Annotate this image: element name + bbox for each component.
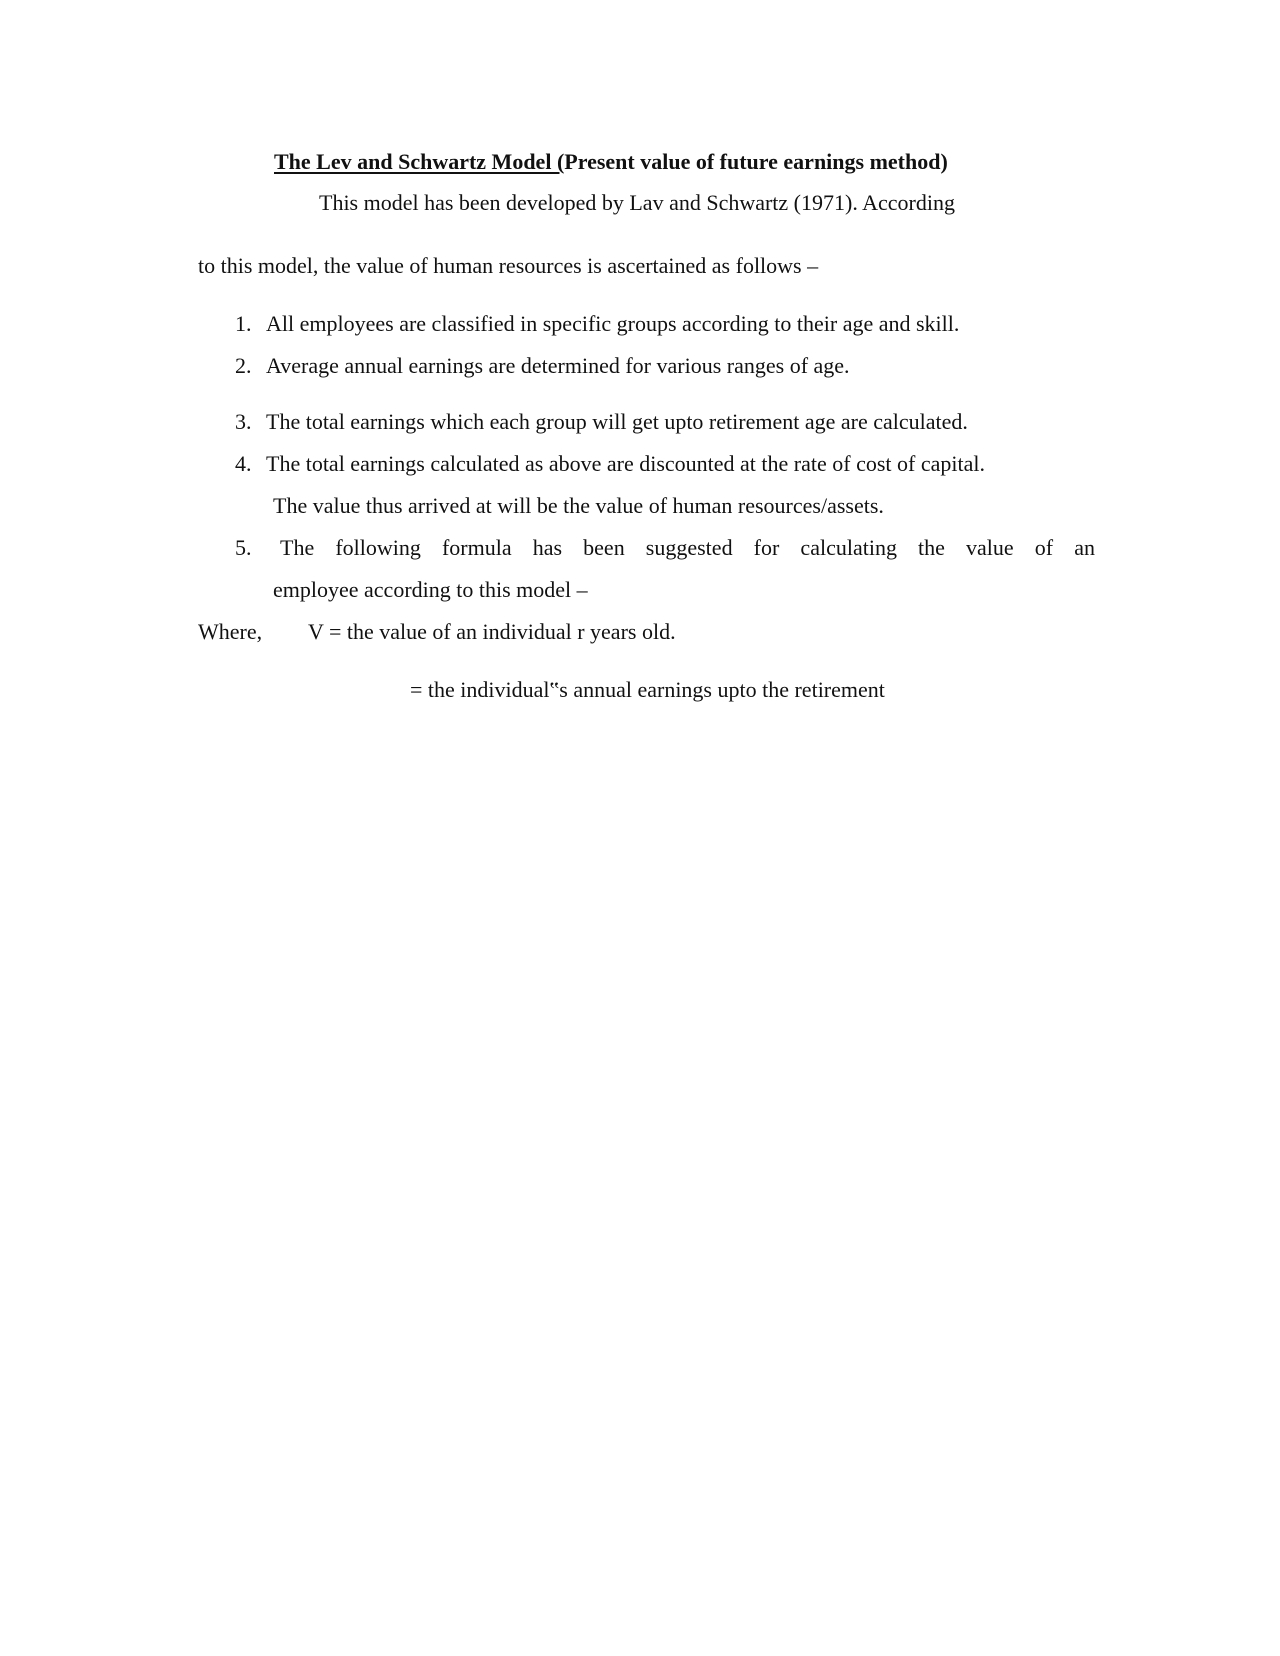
list-item-number-5: 5. [235, 535, 252, 560]
title-underlined-part: The Lev and Schwartz Model ( [274, 149, 565, 174]
list-item-text-5: The following formula has been suggested for calculating the value of an [280, 535, 1095, 560]
list-item-text-2: Average annual earnings are determined for various ranges of age. [266, 353, 850, 378]
list-item-text-1: All employees are classified in specific groups according to their age and skill. [266, 311, 960, 336]
list-item-number-4: 4. [235, 451, 252, 476]
intro-line-2: to this model, the value of human resources is ascertained as follows – [198, 253, 819, 278]
where-definition-v: V = the value of an individual r years old. [308, 619, 676, 644]
document-title [274, 149, 948, 175]
list-item-text-4: The total earnings calculated as above are discounted at the rate of cost of capital. [266, 451, 985, 476]
title-rest-part: Present value of future earnings method) [564, 149, 948, 174]
list-item-continuation-5: employee according to this model – [273, 577, 588, 602]
list-item-text-3: The total earnings which each group will get upto retirement age are calculated. [266, 409, 968, 434]
intro-line-1: This model has been developed by Lav and Schwartz (1971). According [319, 190, 955, 215]
list-item-number-3: 3. [235, 409, 252, 434]
where-definition-earnings: = the individual‟s annual earnings upto the retirement [410, 677, 885, 702]
where-label: Where, [198, 619, 263, 644]
list-item-continuation-4: The value thus arrived at will be the value of human resources/assets. [273, 493, 884, 518]
list-item-number-1: 1. [235, 311, 252, 336]
list-item-number-2: 2. [235, 353, 252, 378]
